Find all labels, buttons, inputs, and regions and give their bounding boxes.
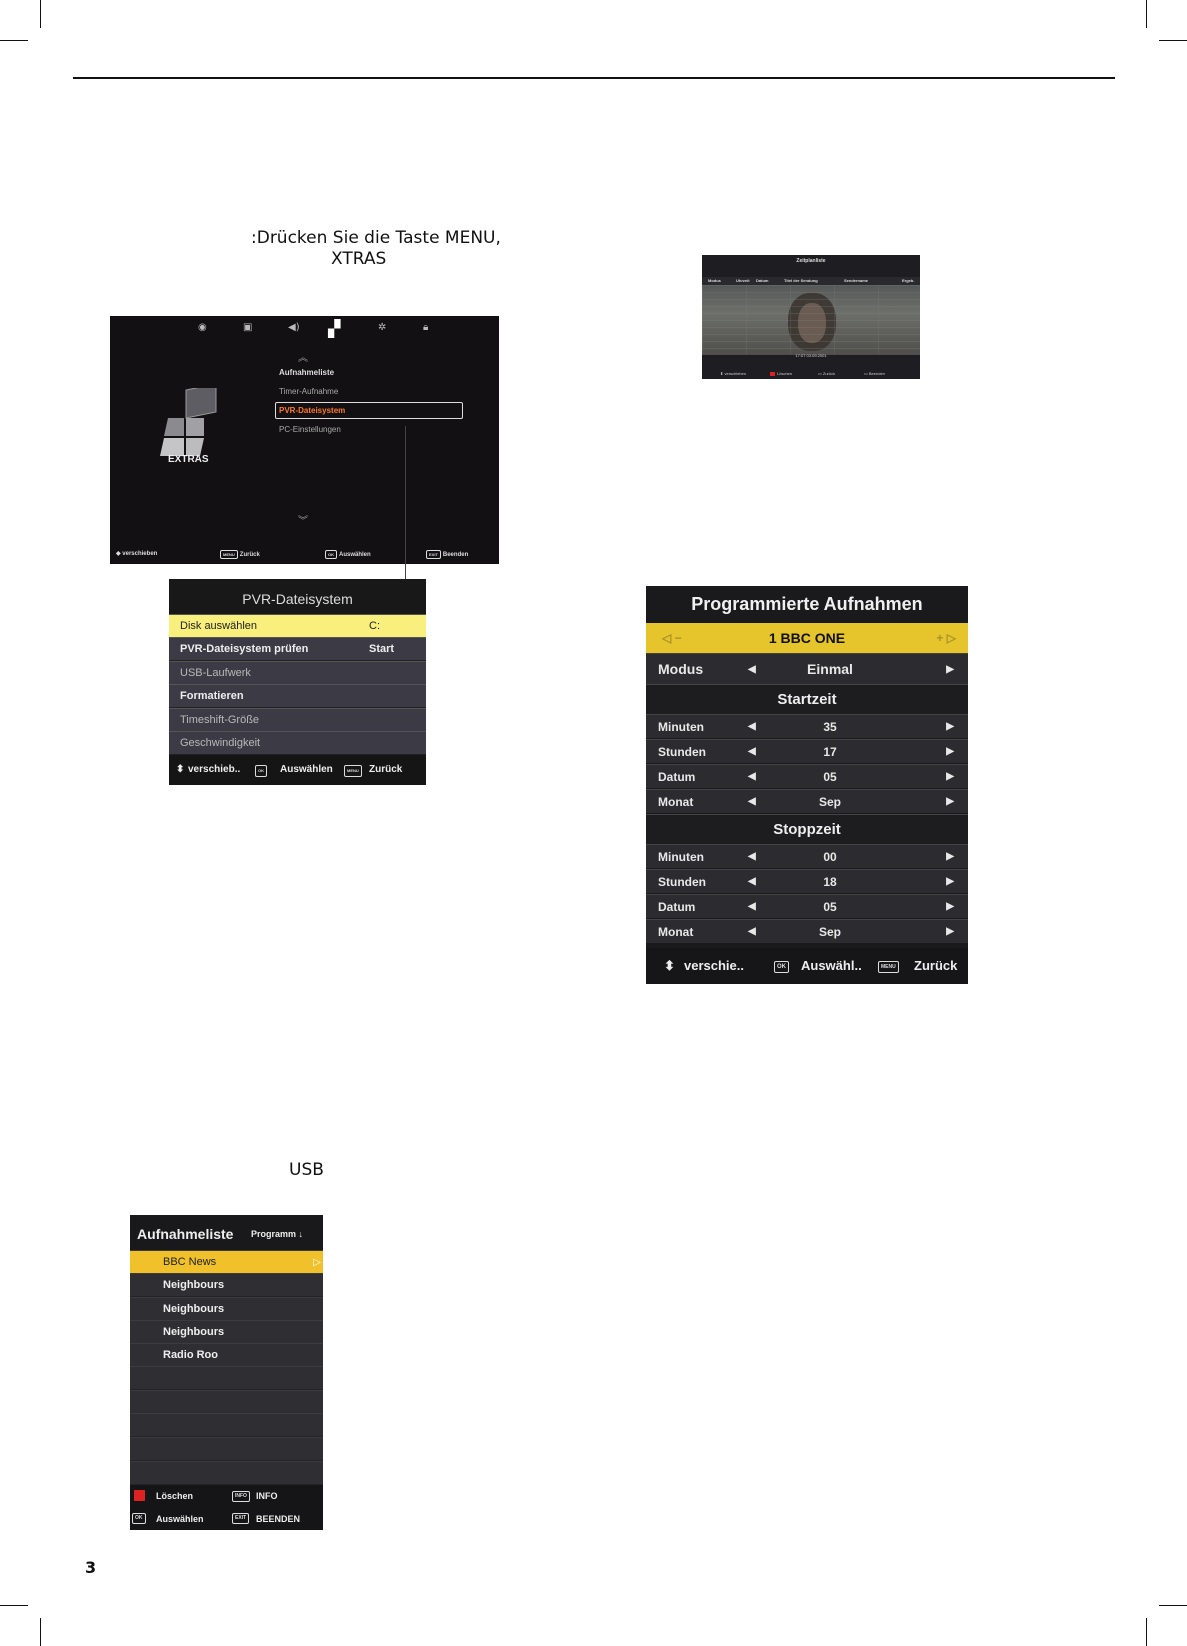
- move-arrows-icon: ◆: [116, 551, 121, 557]
- programmierte-aufnahmen-screenshot: [646, 586, 968, 984]
- menu-icon-bar: [110, 319, 499, 342]
- menu-item-timer[interactable]: Timer-Aufnahme: [279, 387, 339, 396]
- extras-menu-screenshot: [110, 316, 499, 564]
- pvr-row-timeshift[interactable]: Timeshift-Größe: [169, 708, 426, 731]
- pvr-row-check[interactable]: PVR-Dateisystem prüfen Start: [169, 637, 426, 660]
- stoppzeit-heading: Stoppzeit: [646, 814, 968, 844]
- list-grid-overlay: [702, 285, 920, 355]
- page-number: 3: [85, 1558, 97, 1577]
- arrow-right-icon[interactable]: ▶: [946, 901, 954, 912]
- channel-prev-icon[interactable]: ◁ −: [662, 631, 682, 645]
- instruction-menu: :Drücken Sie die Taste MENU,: [251, 228, 501, 248]
- menu-key-icon: MENU: [220, 550, 238, 559]
- auf-footer: Löschen INFO INFO OK Auswählen EXIT BEENDEN: [130, 1485, 323, 1530]
- video-preview-image: [702, 285, 920, 355]
- footer-back: MENU Zurück: [220, 550, 260, 559]
- menu-item-pc[interactable]: PC-Einstellungen: [279, 425, 341, 434]
- list-item-empty: [130, 1413, 323, 1436]
- chevron-up-icon: ︽: [298, 353, 308, 364]
- ok-key-icon: OK: [774, 961, 789, 973]
- crop-mark: [0, 40, 28, 41]
- crop-mark: [40, 1618, 41, 1646]
- crop-mark: [1146, 1618, 1147, 1646]
- pvr-title: PVR-Dateisystem: [169, 579, 426, 614]
- zeitplan-date: 17:07 03.09.2001: [795, 353, 827, 358]
- ok-key-icon: OK: [132, 1513, 146, 1524]
- crop-mark: [40, 0, 41, 28]
- arrow-right-icon[interactable]: ▶: [946, 796, 954, 807]
- start-date-row[interactable]: Datum ◀ 05 ▶: [646, 764, 968, 788]
- extras-logo-label: EXTRAS: [168, 454, 209, 465]
- channel-next-icon[interactable]: + ▷: [936, 631, 956, 645]
- zeitplan-header: Modus Uhrzeit Datum Titel der Sendung Sendername Ergeb.: [702, 277, 920, 285]
- arrow-right-icon[interactable]: ▶: [946, 851, 954, 862]
- arrow-left-icon[interactable]: ◀: [748, 771, 756, 782]
- extras-icon: ▞: [328, 319, 341, 338]
- instruction-xtras: XTRAS: [331, 249, 387, 269]
- callout-line: [405, 426, 406, 580]
- pvr-dateisystem-screenshot: [169, 579, 426, 785]
- list-item[interactable]: BBC News ▷: [130, 1250, 323, 1273]
- zeitplan-footer-back: ▭ Zurück: [818, 371, 836, 376]
- auf-title-bar: [130, 1215, 323, 1250]
- updown-arrows-icon: ⬍: [176, 764, 185, 775]
- start-month-row[interactable]: Monat ◀ Sep ▶: [646, 789, 968, 813]
- arrow-left-icon[interactable]: ◀: [748, 876, 756, 887]
- start-hours-row[interactable]: Stunden ◀ 17 ▶: [646, 739, 968, 763]
- exit-key-icon: EXIT: [426, 550, 441, 559]
- stop-minutes-row[interactable]: Minuten ◀ 00 ▶: [646, 844, 968, 868]
- arrow-left-icon[interactable]: ◀: [748, 851, 756, 862]
- zeitplan-footer-exit: ▭ Beenden: [864, 371, 885, 376]
- sound-icon: ◀): [288, 322, 300, 333]
- ok-key-icon: OK: [325, 550, 337, 559]
- header-rule: [73, 77, 1115, 79]
- arrow-left-icon[interactable]: ◀: [748, 664, 756, 675]
- startzeit-heading: Startzeit: [646, 684, 968, 714]
- arrow-right-icon[interactable]: ▶: [946, 746, 954, 757]
- zeitplan-footer-move: ⬍ verschieben: [720, 371, 747, 376]
- start-minutes-row[interactable]: Minuten ◀ 35 ▶: [646, 714, 968, 738]
- arrow-left-icon[interactable]: ◀: [748, 796, 756, 807]
- arrow-left-icon[interactable]: ◀: [748, 901, 756, 912]
- arrow-left-icon[interactable]: ◀: [748, 926, 756, 937]
- crop-mark: [0, 1605, 28, 1606]
- screen-icon: ▣: [243, 322, 253, 333]
- menu-item-pvr[interactable]: PVR-Dateisystem: [279, 406, 346, 415]
- footer-move: ◆ verschieben: [116, 551, 158, 557]
- crop-mark: [1159, 1605, 1187, 1606]
- list-item[interactable]: Radio Roo: [130, 1343, 323, 1366]
- prog-footer: ⬍ verschie.. OK Auswähl.. MENU Zurück: [646, 948, 968, 984]
- list-item-empty: [130, 1437, 323, 1460]
- info-key-icon: INFO: [232, 1491, 250, 1502]
- stop-month-row[interactable]: Monat ◀ Sep ▶: [646, 919, 968, 943]
- channel-selector[interactable]: ◁ − 1 BBC ONE + ▷: [646, 623, 968, 653]
- exit-key-icon: EXIT: [232, 1513, 249, 1524]
- chevron-down-icon: ︾: [298, 516, 308, 527]
- list-item-empty: [130, 1461, 323, 1484]
- arrow-left-icon[interactable]: ◀: [748, 721, 756, 732]
- menu-key-icon: MENU: [344, 765, 362, 777]
- crop-mark: [1159, 40, 1187, 41]
- red-key-icon: [770, 372, 775, 376]
- instruction-usb: USB: [289, 1160, 324, 1180]
- zeitplan-title: Zeitplanliste: [796, 258, 826, 264]
- list-item-empty: [130, 1366, 323, 1389]
- crop-mark: [1146, 0, 1147, 28]
- pvr-row-disk[interactable]: Disk auswählen C:: [169, 614, 426, 637]
- prog-title: Programmierte Aufnahmen: [691, 594, 923, 614]
- ok-key-icon: OK: [255, 765, 267, 777]
- auf-sort[interactable]: Programm ↓: [251, 1229, 304, 1239]
- list-item[interactable]: Neighbours: [130, 1320, 323, 1343]
- footer-select: OK Auswählen: [325, 550, 371, 559]
- list-item[interactable]: Neighbours: [130, 1297, 323, 1320]
- pvr-footer: ⬍ verschieb.. OK Auswählen MENU Zurück: [169, 755, 426, 785]
- red-key-icon: [134, 1490, 145, 1501]
- pvr-row-format[interactable]: Formatieren: [169, 684, 426, 707]
- pvr-row-speed[interactable]: Geschwindigkeit: [169, 731, 426, 754]
- picture-icon: ◉: [198, 322, 207, 333]
- arrow-right-icon[interactable]: ▶: [946, 926, 954, 937]
- arrow-left-icon[interactable]: ◀: [748, 746, 756, 757]
- footer-exit: EXIT Beenden: [426, 550, 468, 559]
- arrow-right-icon[interactable]: ▶: [946, 721, 954, 732]
- arrow-right-icon[interactable]: ▶: [946, 771, 954, 782]
- arrow-right-icon[interactable]: ▶: [946, 664, 954, 675]
- stop-hours-row[interactable]: Stunden ◀ 18 ▶: [646, 869, 968, 893]
- list-item[interactable]: Neighbours: [130, 1273, 323, 1296]
- extras-logo-icon: [160, 388, 220, 458]
- pvr-row-usb[interactable]: USB-Laufwerk: [169, 661, 426, 684]
- aufnahmeliste-screenshot: [130, 1215, 323, 1530]
- lock-icon: 🔒︎: [423, 322, 429, 333]
- auf-title: Aufnahmeliste: [137, 1226, 234, 1242]
- list-item-empty: [130, 1390, 323, 1413]
- mode-row[interactable]: Modus ◀ Einmal ▶: [646, 653, 968, 684]
- settings-icon: ✲: [378, 322, 387, 333]
- updown-arrows-icon: ⬍: [664, 958, 675, 973]
- play-arrow-icon: ▷: [313, 1257, 321, 1268]
- arrow-right-icon[interactable]: ▶: [946, 876, 954, 887]
- stop-date-row[interactable]: Datum ◀ 05 ▶: [646, 894, 968, 918]
- menu-key-icon: MENU: [878, 961, 899, 973]
- menu-item-aufnahmeliste[interactable]: Aufnahmeliste: [279, 368, 335, 377]
- zeitplanliste-screenshot: [702, 255, 920, 379]
- zeitplan-footer-delete: Löschen: [770, 371, 792, 376]
